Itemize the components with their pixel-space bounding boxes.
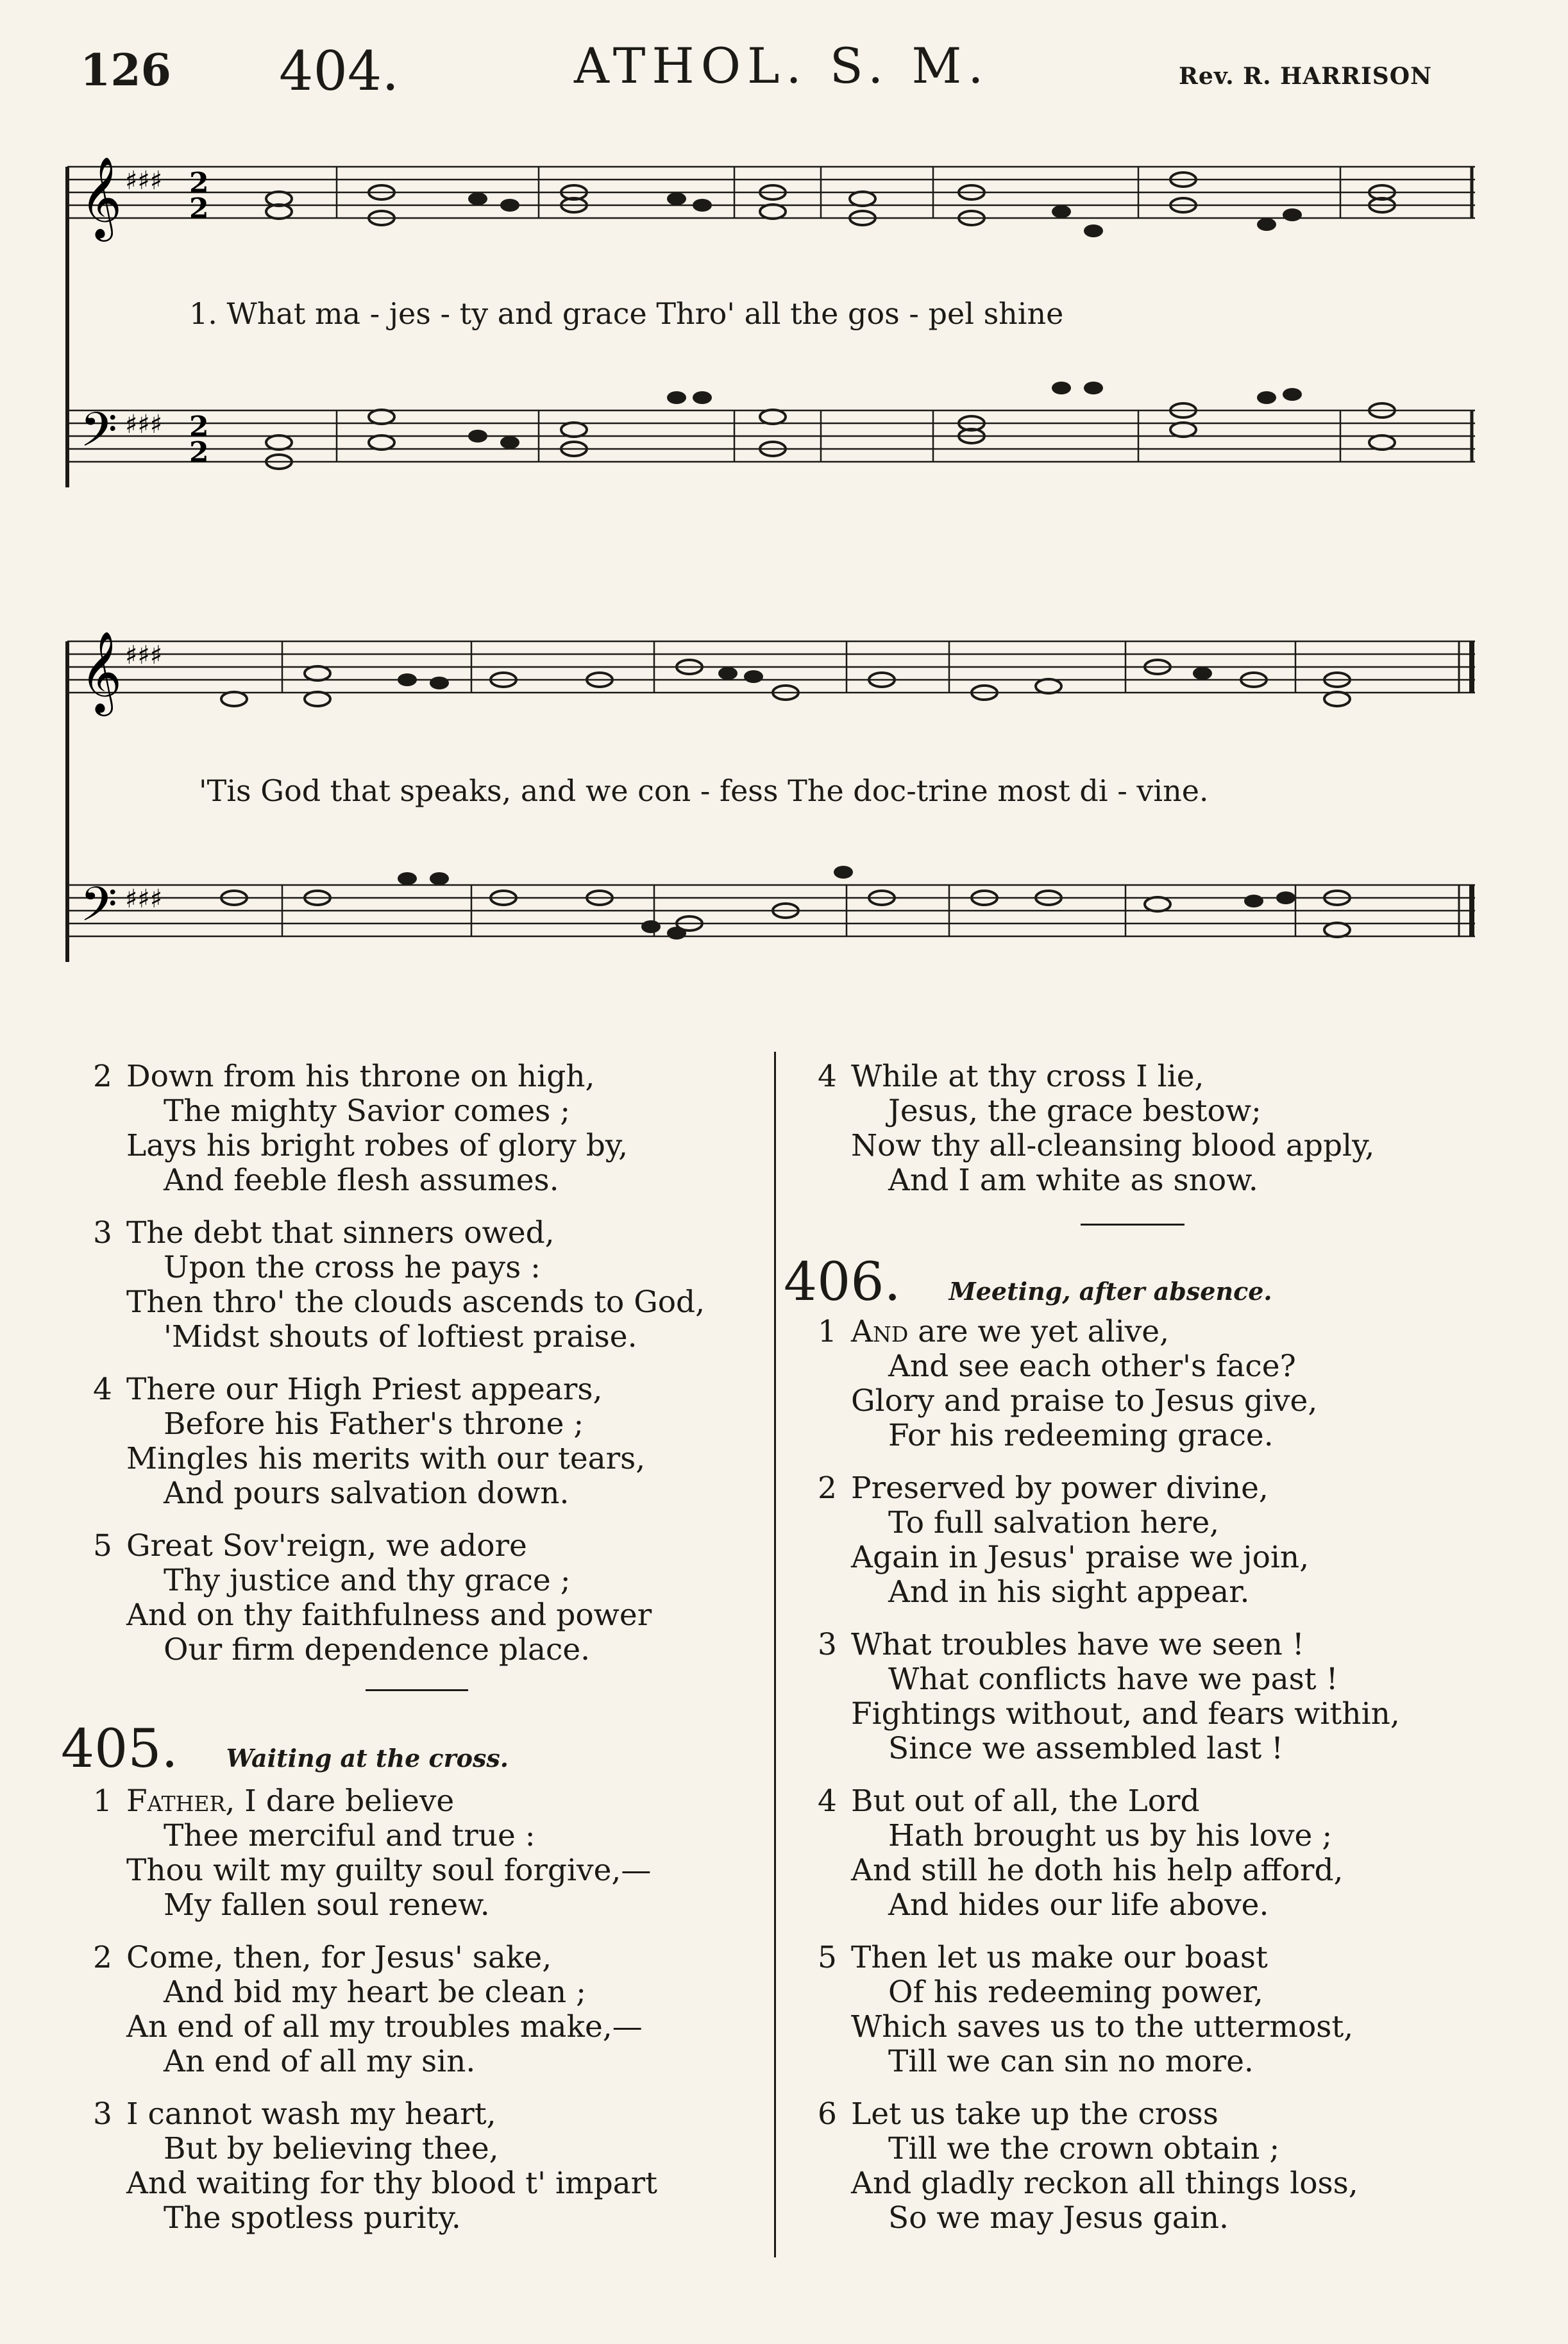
stanza-406-2 bbox=[818, 1471, 1497, 1610]
stanza-405-4 bbox=[818, 1059, 1497, 1198]
stanza-line: And see each other's face? bbox=[888, 1349, 1296, 1384]
stanza-line: are we yet alive, bbox=[908, 1314, 1170, 1349]
hymn-406-stanzas bbox=[818, 1315, 1497, 2254]
lyrics-verse-1-line-2: 'Tis God that speaks, and we con - fess The doc-trine most di - vine. bbox=[199, 773, 1209, 808]
stanza-number: 3 bbox=[93, 2096, 112, 2132]
stanza-line: Thou wilt my guilty soul forgive,— bbox=[126, 1853, 652, 1888]
stanza-line: While at thy cross I lie, bbox=[851, 1059, 1204, 1094]
stanza-number: 2 bbox=[93, 1059, 112, 1094]
stanza-line: And hides our life above. bbox=[888, 1887, 1269, 1923]
stanza-405-2 bbox=[93, 1941, 760, 2079]
lyrics-verse-1-line-1: 1. What ma - jes - ty and grace Thro' all the gos - pel shine bbox=[189, 296, 1064, 331]
stanza-404-4 bbox=[93, 1372, 760, 1511]
svg-text:2: 2 bbox=[189, 192, 209, 225]
stanza-line: Glory and praise to Jesus give, bbox=[851, 1383, 1318, 1419]
stanza-line: Fightings without, and fears within, bbox=[851, 1696, 1400, 1732]
stanza-line: Thee merciful and true : bbox=[164, 1818, 535, 1853]
stanza-line: Since we assembled last ! bbox=[888, 1731, 1284, 1766]
svg-text:♯♯♯: ♯♯♯ bbox=[125, 884, 163, 914]
stanza-line: And in his sight appear. bbox=[888, 1574, 1250, 1610]
column-divider bbox=[774, 1052, 776, 2257]
stanza-406-3 bbox=[818, 1628, 1497, 1766]
stanza-number: 5 bbox=[818, 1940, 837, 1975]
stanza-line: Our firm dependence place. bbox=[164, 1632, 591, 1667]
stanza-line: Mingles his merits with our tears, bbox=[126, 1441, 646, 1476]
stanza-line: To full salvation here, bbox=[888, 1505, 1220, 1540]
svg-text:2: 2 bbox=[189, 410, 209, 443]
stanza-line: There our High Priest appears, bbox=[126, 1372, 603, 1407]
stanza-line: And on thy faithfulness and power bbox=[126, 1598, 652, 1633]
stanza-number: 3 bbox=[818, 1627, 837, 1662]
hymn-405-heading bbox=[61, 1719, 509, 1780]
hymn-406-subtitle: Meeting, after absence. bbox=[948, 1277, 1272, 1306]
stanza-line: My fallen soul renew. bbox=[164, 1887, 490, 1923]
section-rule bbox=[366, 1689, 468, 1691]
stanza-line: Lays his bright robes of glory by, bbox=[126, 1128, 628, 1163]
stanza-line: Again in Jesus' praise we join, bbox=[851, 1540, 1310, 1575]
stanza-line: And I am white as snow. bbox=[888, 1163, 1258, 1198]
svg-text:♯♯♯: ♯♯♯ bbox=[125, 641, 163, 670]
stanza-number: 2 bbox=[818, 1471, 837, 1506]
stanza-line: Till we can sin no more. bbox=[888, 2044, 1254, 2079]
hymn-406-number: 406. bbox=[784, 1252, 901, 1313]
stanza-line: Before his Father's throne ; bbox=[164, 1406, 584, 1442]
section-rule bbox=[1081, 1224, 1184, 1226]
stanza-line: The debt that sinners owed, bbox=[126, 1215, 555, 1251]
stanza-404-2 bbox=[93, 1059, 760, 1198]
stanza-number: 1 bbox=[818, 1314, 837, 1349]
stanza-line: Let us take up the cross bbox=[851, 2096, 1218, 2132]
stanza-line: And pours salvation down. bbox=[164, 1476, 569, 1511]
svg-text:𝄢: 𝄢 bbox=[80, 402, 117, 469]
stanza-first-word: And bbox=[851, 1314, 909, 1349]
hymn-405-stanza-4 bbox=[818, 1059, 1497, 1216]
svg-text:𝄢: 𝄢 bbox=[80, 877, 117, 944]
stanza-number: 4 bbox=[818, 1059, 837, 1094]
score-system-2 bbox=[61, 603, 1488, 1013]
stanza-line: And bid my heart be clean ; bbox=[164, 1975, 586, 2010]
stanza-line: Jesus, the grace bestow; bbox=[888, 1093, 1261, 1129]
svg-text:𝄞: 𝄞 bbox=[80, 156, 122, 238]
stanza-405-1 bbox=[93, 1784, 760, 1923]
hymn-405-stanzas bbox=[93, 1784, 760, 2254]
stanza-first-word: Father, bbox=[126, 1783, 235, 1819]
stanza-line: And waiting for thy blood t' impart bbox=[126, 2166, 658, 2201]
stanza-406-6 bbox=[818, 2097, 1497, 2236]
stanza-line: And gladly reckon all things loss, bbox=[851, 2166, 1358, 2201]
stanza-line: Down from his throne on high, bbox=[126, 1059, 595, 1094]
stanza-line: Of his redeeming power, bbox=[888, 1975, 1263, 2010]
stanza-line: Now thy all-cleansing blood apply, bbox=[851, 1128, 1375, 1163]
hymn-405-number: 405. bbox=[61, 1719, 178, 1780]
stanza-line: Then thro' the clouds ascends to God, bbox=[126, 1285, 705, 1320]
stanza-line: An end of all my sin. bbox=[164, 2044, 476, 2079]
stanza-406-4 bbox=[818, 1784, 1497, 1923]
stanza-line: For his redeeming grace. bbox=[888, 1418, 1274, 1453]
stanza-404-5 bbox=[93, 1529, 760, 1667]
stanza-line: Come, then, for Jesus' sake, bbox=[126, 1940, 552, 1975]
hymn-405-subtitle: Waiting at the cross. bbox=[226, 1744, 509, 1773]
stanza-number: 3 bbox=[93, 1215, 112, 1251]
svg-text:♯♯♯: ♯♯♯ bbox=[125, 410, 163, 439]
tune-title: ATHOL. S. M. bbox=[574, 37, 990, 94]
stanza-number: 6 bbox=[818, 2096, 837, 2132]
stanza-number: 2 bbox=[93, 1940, 112, 1975]
stanza-line: Great Sov'reign, we adore bbox=[126, 1528, 527, 1564]
music-system-2 bbox=[61, 603, 1488, 1013]
stanza-line: Thy justice and thy grace ; bbox=[164, 1563, 571, 1598]
music-system-1 bbox=[61, 128, 1488, 539]
stanza-404-3 bbox=[93, 1216, 760, 1354]
stanza-number: 1 bbox=[93, 1783, 112, 1819]
stanza-line: And still he doth his help afford, bbox=[851, 1853, 1344, 1888]
stanza-line: Till we the crown obtain ; bbox=[888, 2131, 1280, 2166]
stanza-405-3 bbox=[93, 2097, 760, 2236]
score-system-1 bbox=[61, 128, 1488, 539]
stanza-line: Upon the cross he pays : bbox=[164, 1250, 541, 1285]
stanza-line: So we may Jesus gain. bbox=[888, 2200, 1229, 2236]
hymn-404-stanzas bbox=[93, 1059, 760, 1685]
stanza-number: 4 bbox=[93, 1372, 112, 1407]
stanza-line: What troubles have we seen ! bbox=[851, 1627, 1304, 1662]
page-number: 126 bbox=[80, 45, 171, 96]
svg-text:𝄞: 𝄞 bbox=[80, 630, 122, 712]
stanza-line: 'Midst shouts of loftiest praise. bbox=[164, 1319, 637, 1354]
stanza-line: Which saves us to the uttermost, bbox=[851, 2009, 1354, 2045]
stanza-line: The mighty Savior comes ; bbox=[164, 1093, 571, 1129]
svg-text:♯♯♯: ♯♯♯ bbox=[125, 166, 163, 196]
stanza-line: Then let us make our boast bbox=[851, 1940, 1268, 1975]
stanza-line: An end of all my troubles make,— bbox=[126, 2009, 643, 2045]
stanza-line: And feeble flesh assumes. bbox=[164, 1163, 559, 1198]
stanza-line: Hath brought us by his love ; bbox=[888, 1818, 1333, 1853]
hymn-406-heading bbox=[784, 1252, 1272, 1313]
stanza-line: What conflicts have we past ! bbox=[888, 1662, 1338, 1697]
stanza-line: The spotless purity. bbox=[164, 2200, 461, 2236]
stanza-number: 4 bbox=[818, 1783, 837, 1819]
stanza-line: But by believing thee, bbox=[164, 2131, 499, 2166]
svg-text:2: 2 bbox=[189, 436, 209, 469]
svg-text:2: 2 bbox=[189, 167, 209, 199]
stanza-line: I dare believe bbox=[235, 1783, 455, 1819]
stanza-line: But out of all, the Lord bbox=[851, 1783, 1200, 1819]
stanza-406-5 bbox=[818, 1941, 1497, 2079]
stanza-number: 5 bbox=[93, 1528, 112, 1564]
stanza-406-1 bbox=[818, 1315, 1497, 1453]
hymn-number: 404. bbox=[279, 40, 400, 103]
stanza-line: Preserved by power divine, bbox=[851, 1471, 1269, 1506]
composer-credit: Rev. R. HARRISON bbox=[1179, 63, 1433, 90]
stanza-line: I cannot wash my heart, bbox=[126, 2096, 496, 2132]
